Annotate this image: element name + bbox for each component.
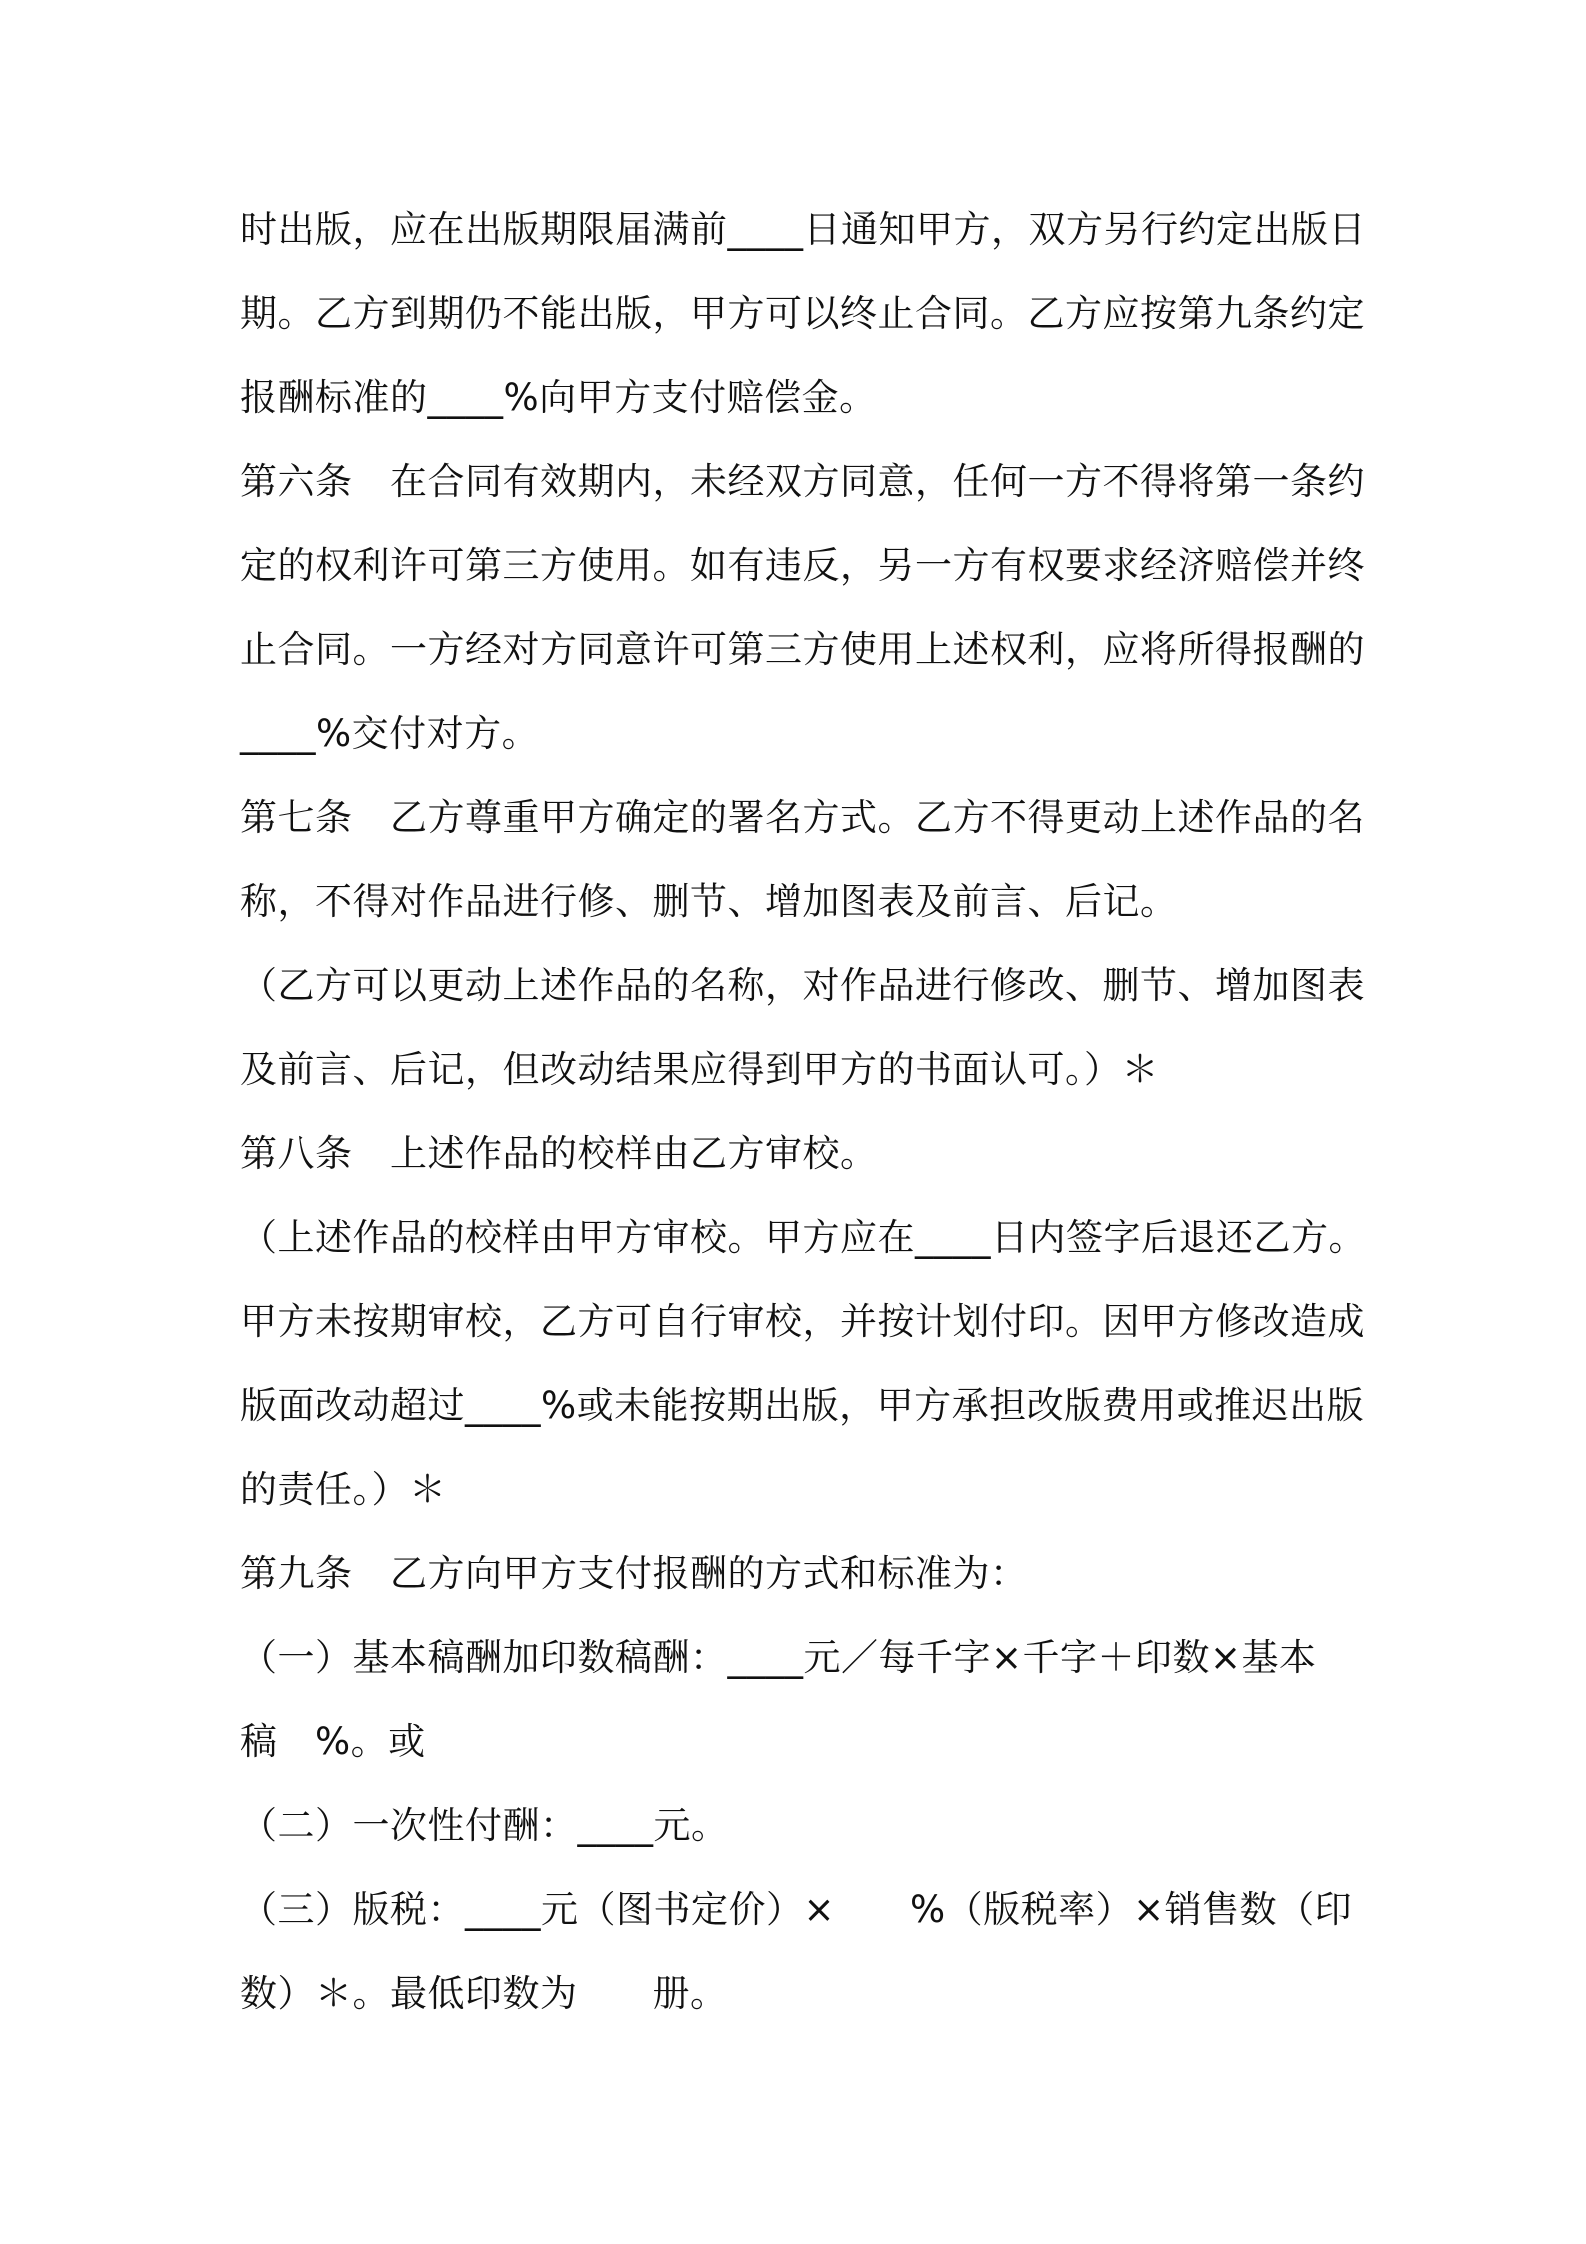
- text-line: （乙方可以更动上述作品的名称，对作品进行修改、删节、增加图表: [240, 964, 1365, 1007]
- text-line: 称，不得对作品进行修、删节、增加图表及前言、后记。: [240, 880, 1178, 923]
- text-line: 数）＊。最低印数为 册。: [240, 1972, 728, 2015]
- text-line: 的责任。）＊: [240, 1468, 447, 1511]
- text-line: 版面改动超过____%或未能按期出版，甲方承担改版费用或推迟出版: [240, 1384, 1365, 1427]
- article-8-heading: 第八条 上述作品的校样由乙方审校。: [240, 1132, 878, 1175]
- article-6-heading: 第六条 在合同有效期内，未经双方同意，任何一方不得将第一条约: [240, 460, 1365, 503]
- text-line: 定的权利许可第三方使用。如有违反，另一方有权要求经济赔偿并终: [240, 544, 1365, 587]
- text-line: 甲方未按期审校，乙方可自行审校，并按计划付印。因甲方修改造成: [240, 1300, 1365, 1343]
- text-line: （二）一次性付酬：____元。: [240, 1804, 729, 1847]
- text-line: （三）版税：____元（图书定价）× %（版税率）×销售数（印: [240, 1888, 1353, 1931]
- text-line: 及前言、后记，但改动结果应得到甲方的书面认可。）＊: [240, 1048, 1159, 1091]
- article-9-heading: 第九条 乙方向甲方支付报酬的方式和标准为：: [240, 1552, 1028, 1595]
- text-line: 稿 %。或: [240, 1720, 426, 1763]
- text-line: 时出版，应在出版期限届满前____日通知甲方，双方另行约定出版日: [240, 208, 1366, 251]
- text-line: （一）基本稿酬加印数稿酬：____元／每千字×千字＋印数×基本: [240, 1636, 1317, 1679]
- text-line: ____%交付对方。: [240, 712, 540, 755]
- text-line: 止合同。一方经对方同意许可第三方使用上述权利，应将所得报酬的: [240, 628, 1365, 671]
- text-line: 期。乙方到期仍不能出版，甲方可以终止合同。乙方应按第九条约定: [240, 292, 1365, 335]
- text-line: 报酬标准的____%向甲方支付赔偿金。: [240, 376, 877, 419]
- text-line: （上述作品的校样由甲方审校。甲方应在____日内签字后退还乙方。: [240, 1216, 1366, 1259]
- article-7-heading: 第七条 乙方尊重甲方确定的署名方式。乙方不得更动上述作品的名: [240, 796, 1365, 839]
